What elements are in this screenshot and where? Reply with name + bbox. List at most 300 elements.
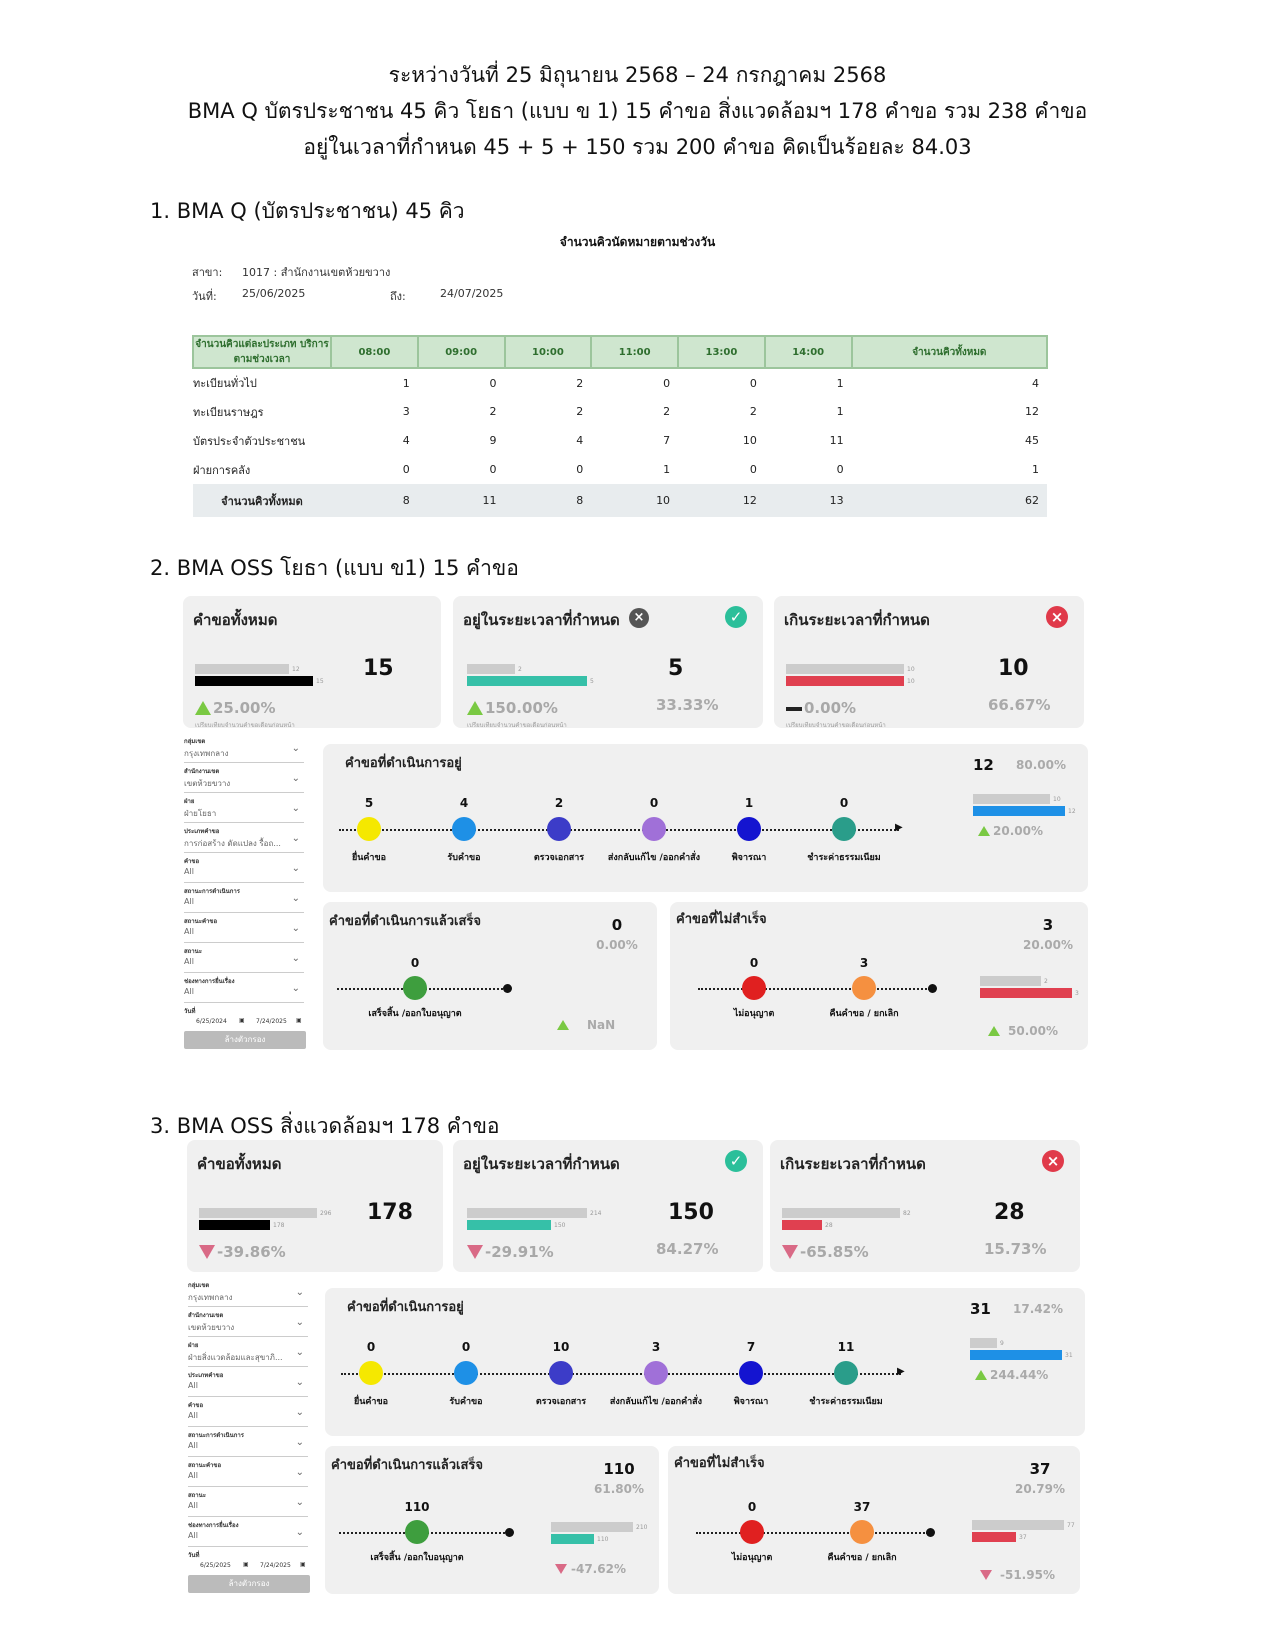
chevron-down-icon: ⌄	[291, 743, 300, 754]
chevron-down-icon: ⌄	[291, 953, 300, 964]
date-from: 25/06/2025	[242, 287, 306, 300]
table-cell: 0	[749, 463, 757, 476]
calendar-icon: ▣	[300, 1561, 306, 1568]
filter-value: All	[188, 1531, 198, 1540]
step-node	[739, 1361, 763, 1385]
filter-value: All	[188, 1411, 198, 1420]
date-to: 24/07/2025	[440, 287, 504, 300]
filter-dropdown[interactable]	[184, 893, 304, 913]
change-percent: 50.00%	[1008, 1024, 1058, 1038]
prev-bar	[782, 1208, 900, 1218]
node-label: เสร็จสิ้น /ออกใบอนุญาต	[370, 1553, 464, 1563]
current-bar	[199, 1220, 270, 1230]
filter-value: All	[184, 867, 194, 876]
date-to-input[interactable]: 7/24/2025	[260, 1562, 291, 1569]
late-percent: 66.67%	[988, 696, 1051, 714]
prev-bar-label: 296	[320, 1210, 332, 1217]
card-title: คำขอที่ดำเนินการแล้วเสร็จ	[331, 1458, 483, 1473]
done-node	[405, 1520, 429, 1544]
table-cell: 0	[489, 463, 497, 476]
step-label: ยื่นคำขอ	[353, 1397, 389, 1407]
ontime-card	[453, 1140, 763, 1272]
step-count: 10	[552, 1340, 570, 1354]
filter-label: ช่องทางการยื่นเรื่อง	[184, 978, 235, 985]
late-card	[774, 596, 1084, 728]
error-icon: ×	[1042, 1150, 1064, 1172]
current-bar-label: 12	[1068, 808, 1076, 815]
current-bar-label: 10	[907, 678, 915, 685]
prev-bar-label: 214	[590, 1210, 602, 1217]
step-count: 7	[746, 1340, 756, 1354]
change-percent: 0.00%	[804, 699, 857, 717]
step-node	[642, 817, 666, 841]
up-arrow-icon	[467, 701, 483, 715]
node-count: 110	[404, 1500, 430, 1514]
filter-value: All	[188, 1441, 198, 1450]
step-count: 5	[364, 796, 374, 810]
table-cell: 2	[749, 405, 757, 418]
filter-label: สถานะคำขอ	[184, 918, 218, 925]
current-bar	[467, 676, 587, 686]
card-title: เกินระยะเวลาที่กำหนด	[784, 611, 930, 629]
filter-value: เขตห้วยขวาง	[184, 779, 231, 788]
change-percent: -39.86%	[217, 1243, 286, 1261]
filter-dropdown[interactable]	[184, 743, 304, 763]
table-header: 10:00	[505, 336, 592, 368]
step-label: ส่งกลับแก้ไข /ออกคำสั่ง	[607, 853, 701, 863]
table-cell: 0	[576, 463, 584, 476]
fail-card	[668, 1446, 1080, 1594]
current-bar-label: 31	[1065, 1352, 1073, 1359]
filter-label: กลุ่มเขต	[184, 738, 206, 745]
table-header: 08:00	[331, 336, 418, 368]
step-count: 1	[744, 796, 754, 810]
table-cell: 1	[836, 376, 844, 390]
step-count: 2	[554, 796, 564, 810]
filter-value: กรุงเทพกลาง	[188, 1293, 233, 1302]
table-cell: 62	[852, 484, 1047, 517]
total-value: 15	[363, 656, 394, 681]
node-count: 3	[859, 956, 869, 970]
table-cell: ทะเบียนราษฎร	[193, 405, 264, 419]
node-label: ไม่อนุญาต	[731, 1553, 773, 1563]
current-bar-label: 37	[1019, 1534, 1027, 1541]
table-header: 09:00	[418, 336, 505, 368]
report-title: จำนวนคิวนัดหมายตามช่วงวัน	[559, 235, 716, 249]
node-label: ไม่อนุญาต	[733, 1009, 775, 1019]
filter-dropdown[interactable]	[184, 833, 304, 853]
prev-bar	[786, 664, 904, 674]
table-total-row	[193, 484, 1047, 517]
chevron-down-icon: ⌄	[295, 1287, 304, 1298]
table-cell: 12	[678, 484, 765, 517]
change-percent: NaN	[587, 1018, 616, 1032]
up-arrow-icon	[988, 1026, 1000, 1036]
card-title: คำขอที่ไม่สำเร็จ	[676, 912, 767, 927]
filter-dropdown[interactable]	[188, 1407, 308, 1427]
calendar-icon: ▣	[239, 1017, 245, 1024]
table-cell: จำนวนคิวทั้งหมด	[193, 484, 331, 517]
check-icon: ✓	[725, 606, 747, 628]
node-label: คืนคำขอ / ยกเลิก	[827, 1553, 897, 1563]
filter-value: ฝ่ายโยธา	[184, 809, 217, 818]
step-label: พิจารณา	[731, 853, 767, 863]
fail-value: 3	[1042, 916, 1054, 934]
table-cell: 45	[1025, 434, 1039, 447]
filter-dropdown[interactable]	[184, 953, 304, 973]
table-cell: 1	[402, 376, 410, 390]
step-node	[737, 817, 761, 841]
filter-label: ช่องทางการยื่นเรื่อง	[188, 1522, 239, 1529]
compare-note: เปรียบเทียบจำนวนคำขอเดือนก่อนหน้า	[786, 722, 886, 729]
step-count: 3	[651, 1340, 661, 1354]
filter-value: การก่อสร้าง ดัดแปลง รื้อถ...	[184, 839, 281, 848]
reject-node	[742, 976, 766, 1000]
section-1-heading: 1. BMA Q (บัตรประชาชน) 45 คิว	[150, 199, 465, 223]
prev-bar-label: 210	[636, 1524, 648, 1531]
node-count: 0	[410, 956, 420, 970]
end-dot	[503, 984, 512, 993]
table-cell: 4	[1032, 376, 1039, 390]
down-arrow-icon	[555, 1564, 567, 1574]
date-to-input[interactable]: 7/24/2025	[256, 1018, 287, 1025]
filter-value: All	[184, 897, 194, 906]
table-row	[193, 455, 1047, 484]
chevron-down-icon: ⌄	[295, 1407, 304, 1418]
prev-bar-label: 9	[1000, 1340, 1004, 1347]
calendar-icon: ▣	[243, 1561, 249, 1568]
table-header: จำนวนคิวทั้งหมด	[852, 336, 1047, 368]
prev-bar	[980, 976, 1041, 986]
step-node	[357, 817, 381, 841]
change-percent: -29.91%	[485, 1243, 554, 1261]
done-card	[323, 902, 657, 1050]
step-node	[832, 817, 856, 841]
done-value: 110	[603, 1460, 635, 1478]
prev-bar	[973, 794, 1050, 804]
branch-value: 1017 : สำนักงานเขตห้วยขวาง	[242, 266, 391, 279]
current-bar-label: 3	[1075, 990, 1079, 997]
card-title: คำขอทั้งหมด	[193, 611, 278, 629]
chevron-down-icon: ⌄	[295, 1467, 304, 1478]
ontime-percent: 33.33%	[656, 696, 719, 714]
prev-bar	[467, 1208, 587, 1218]
fail-value: 37	[1029, 1460, 1051, 1478]
node-count: 0	[747, 1500, 757, 1514]
inprogress-card	[325, 1288, 1085, 1436]
prev-bar	[551, 1522, 633, 1532]
step-label: ชำระค่าธรรมเนียม	[809, 1397, 883, 1407]
end-dot	[928, 984, 937, 993]
timeline-line	[696, 1532, 928, 1534]
current-bar	[551, 1534, 594, 1544]
filter-dropdown[interactable]	[188, 1527, 308, 1547]
inprogress-percent: 17.42%	[1013, 1302, 1063, 1316]
table-header: 13:00	[678, 336, 765, 368]
filter-value: All	[188, 1381, 198, 1390]
filter-dropdown[interactable]	[184, 773, 304, 793]
step-count: 11	[837, 1340, 855, 1354]
filter-value: ฝ่ายสิ่งแวดล้อมและสุขาภิ...	[188, 1353, 283, 1362]
table-cell: 0	[489, 376, 497, 390]
table-row	[193, 426, 1047, 455]
timeline-line	[339, 829, 899, 831]
fail-percent: 20.79%	[1015, 1482, 1065, 1496]
chevron-down-icon: ⌄	[295, 1437, 304, 1448]
card-title: เกินระยะเวลาที่กำหนด	[780, 1155, 926, 1173]
fail-percent: 20.00%	[1023, 938, 1073, 952]
card-title: คำขอที่ไม่สำเร็จ	[674, 1456, 765, 1471]
filter-label: สถานะ	[188, 1492, 206, 1499]
current-bar-label: 150	[554, 1222, 566, 1229]
date-from-input[interactable]: 6/25/2025	[200, 1562, 231, 1569]
table-cell: 2	[489, 405, 497, 418]
down-arrow-icon	[467, 1245, 483, 1259]
prev-bar-label: 77	[1067, 1522, 1075, 1529]
ontime-value: 150	[668, 1200, 714, 1225]
ontime-card	[453, 596, 763, 728]
current-bar-label: 178	[273, 1222, 285, 1229]
total-card	[183, 596, 441, 728]
node-count: 37	[853, 1500, 871, 1514]
table-header: จำนวนคิวแต่ละประเภท บริการตามช่วงเวลา	[193, 336, 331, 368]
table-cell: บัตรประจำตัวประชาชน	[193, 434, 306, 448]
filter-value: All	[188, 1501, 198, 1510]
current-bar	[195, 676, 313, 686]
end-dot	[926, 1528, 935, 1537]
card-title: คำขอทั้งหมด	[197, 1155, 282, 1173]
filter-label: สำนักงานเขต	[188, 1312, 224, 1319]
prev-bar-label: 2	[1044, 978, 1048, 985]
table-row	[193, 397, 1047, 426]
table-cell: 0	[749, 376, 757, 390]
date-from-input[interactable]: 6/25/2024	[196, 1018, 227, 1025]
up-arrow-icon	[557, 1020, 569, 1030]
table-cell: 10	[591, 484, 678, 517]
step-label: รับคำขอ	[447, 853, 481, 863]
node-label: คืนคำขอ / ยกเลิก	[829, 1009, 899, 1019]
chevron-down-icon: ⌄	[291, 803, 300, 814]
step-node	[547, 817, 571, 841]
filter-value: All	[184, 987, 194, 996]
chevron-down-icon: ⌄	[295, 1317, 304, 1328]
filter-dropdown[interactable]	[188, 1347, 308, 1367]
inprogress-percent: 80.00%	[1016, 758, 1066, 772]
filter-dropdown[interactable]	[184, 983, 304, 1003]
timeline-line	[341, 1373, 901, 1375]
filter-dropdown[interactable]	[188, 1377, 308, 1397]
step-node	[452, 817, 476, 841]
prev-bar-label: 12	[292, 666, 300, 673]
down-arrow-icon	[199, 1245, 215, 1259]
filter-value: เขตห้วยขวาง	[188, 1323, 235, 1332]
section-2-heading: 2. BMA OSS โยธา (แบบ ข1) 15 คำขอ	[150, 556, 519, 580]
filter-label: ฝ่าย	[184, 798, 195, 805]
table-cell: 1	[1032, 463, 1039, 476]
prev-bar-label: 10	[907, 666, 915, 673]
prev-bar	[199, 1208, 317, 1218]
table-cell: 2	[576, 376, 584, 390]
current-bar-label: 110	[597, 1536, 609, 1543]
node-label: เสร็จสิ้น /ออกใบอนุญาต	[368, 1009, 462, 1019]
chevron-down-icon: ⌄	[291, 773, 300, 784]
filter-label: คำขอ	[188, 1402, 204, 1409]
current-bar	[782, 1220, 822, 1230]
filter-value: All	[188, 1471, 198, 1480]
table-cell: 13	[765, 484, 852, 517]
done-value: 0	[611, 916, 623, 934]
step-count: 0	[461, 1340, 471, 1354]
step-node	[454, 1361, 478, 1385]
table-cell: ฝ่ายการคลัง	[193, 463, 251, 477]
change-percent: -65.85%	[800, 1243, 869, 1261]
filter-label: คำขอ	[184, 858, 200, 865]
table-cell: 1	[663, 463, 671, 476]
step-count: 4	[459, 796, 469, 810]
close-icon: ×	[629, 608, 649, 628]
down-arrow-icon	[980, 1570, 992, 1580]
chevron-down-icon: ⌄	[291, 833, 300, 844]
date-filter-label: วันที่	[184, 1008, 196, 1015]
calendar-icon: ▣	[296, 1017, 302, 1024]
step-label: ส่งกลับแก้ไข /ออกคำสั่ง	[609, 1397, 703, 1407]
step-count: 0	[839, 796, 849, 810]
chevron-down-icon: ⌄	[291, 923, 300, 934]
filter-dropdown[interactable]	[184, 923, 304, 943]
end-dot	[505, 1528, 514, 1537]
card-title: คำขอที่ดำเนินการอยู่	[345, 756, 462, 771]
chevron-down-icon: ⌄	[295, 1347, 304, 1358]
done-node	[403, 976, 427, 1000]
done-percent: 61.80%	[594, 1482, 644, 1496]
step-label: ชำระค่าธรรมเนียม	[807, 853, 881, 863]
filter-value: กรุงเทพกลาง	[184, 749, 229, 758]
to-label: ถึง:	[390, 290, 406, 303]
filter-dropdown[interactable]	[184, 863, 304, 883]
change-percent: -51.95%	[1000, 1568, 1055, 1582]
change-percent: 244.44%	[990, 1368, 1049, 1382]
step-count: 0	[649, 796, 659, 810]
change-percent: 150.00%	[485, 699, 558, 717]
section-3-heading: 3. BMA OSS สิ่งแวดล้อมฯ 178 คำขอ	[150, 1114, 500, 1138]
inprogress-value: 31	[970, 1300, 991, 1318]
queue-table	[192, 335, 1048, 517]
card-title: คำขอที่ดำเนินการอยู่	[347, 1300, 464, 1315]
clear-filter-button[interactable]: ล้างตัวกรอง	[184, 1031, 306, 1049]
filter-label: สถานะคำขอ	[188, 1462, 222, 1469]
chevron-down-icon: ⌄	[295, 1497, 304, 1508]
table-cell: 2	[663, 405, 671, 418]
current-bar	[786, 676, 904, 686]
ontime-percent: 84.27%	[656, 1240, 719, 1258]
table-cell: 0	[663, 376, 671, 390]
prev-bar	[972, 1520, 1064, 1530]
clear-filter-button[interactable]: ล้างตัวกรอง	[188, 1575, 310, 1593]
table-cell: 4	[576, 434, 584, 447]
fail-card	[670, 902, 1088, 1050]
table-cell: 11	[829, 434, 844, 447]
step-label: รับคำขอ	[449, 1397, 483, 1407]
table-row	[193, 368, 1047, 397]
filter-dropdown[interactable]	[188, 1317, 308, 1337]
table-cell: 9	[489, 434, 497, 447]
table-cell: 1	[836, 405, 844, 418]
change-percent: 25.00%	[213, 699, 276, 717]
chevron-down-icon: ⌄	[295, 1377, 304, 1388]
current-bar	[973, 806, 1065, 816]
header-line-2: BMA Q บัตรประชาชน 45 คิว โยธา (แบบ ข 1) 15 คำขอ สิ่งแวดล้อมฯ 178 คำขอ รวม 238 คำขอ	[187, 99, 1088, 123]
filter-label: สถานะ	[184, 948, 202, 955]
filter-dropdown[interactable]	[184, 803, 304, 823]
arrow-right-icon: ▶	[897, 1366, 905, 1377]
chevron-down-icon: ⌄	[291, 863, 300, 874]
chevron-down-icon: ⌄	[291, 983, 300, 994]
current-bar-label: 28	[825, 1222, 833, 1229]
current-bar	[467, 1220, 551, 1230]
current-bar	[980, 988, 1072, 998]
table-cell: 3	[402, 405, 410, 418]
filter-label: สถานะการดำเนินการ	[188, 1432, 244, 1439]
late-percent: 15.73%	[984, 1240, 1047, 1258]
branch-label: สาขา:	[192, 266, 223, 279]
total-value: 178	[367, 1200, 413, 1225]
table-header-row	[193, 336, 1047, 368]
late-value: 10	[998, 656, 1029, 681]
table-cell: 11	[418, 484, 505, 517]
prev-bar-label: 10	[1053, 796, 1061, 803]
total-card	[187, 1140, 443, 1272]
chevron-down-icon: ⌄	[291, 893, 300, 904]
filter-label: ประเภทคำขอ	[184, 828, 220, 835]
filter-dropdown[interactable]	[188, 1287, 308, 1307]
prev-bar	[467, 664, 515, 674]
table-cell: 0	[402, 463, 410, 476]
prev-bar	[970, 1338, 997, 1348]
done-percent: 0.00%	[596, 938, 638, 952]
node-count: 0	[749, 956, 759, 970]
change-percent: 20.00%	[993, 824, 1043, 838]
reject-node	[740, 1520, 764, 1544]
header-line-3: อยู่ในเวลาที่กำหนด 45 + 5 + 150 รวม 200 คำขอ คิดเป็นร้อยละ 84.03	[303, 135, 972, 159]
header-line-1: ระหว่างวันที่ 25 มิถุนายน 2568 – 24 กรกฎาคม 2568	[388, 63, 887, 87]
chevron-down-icon: ⌄	[295, 1527, 304, 1538]
error-icon: ×	[1046, 606, 1068, 628]
current-bar-label: 15	[316, 678, 324, 685]
prev-bar-label: 82	[903, 1210, 911, 1217]
cancel-node	[850, 1520, 874, 1544]
filter-dropdown[interactable]	[188, 1497, 308, 1517]
card-title: อยู่ในระยะเวลาที่กำหนด	[463, 1155, 620, 1173]
step-label: ตรวจเอกสาร	[535, 1397, 587, 1407]
step-node	[644, 1361, 668, 1385]
step-count: 0	[366, 1340, 376, 1354]
date-filter-label: วันที่	[188, 1552, 200, 1559]
filter-dropdown[interactable]	[188, 1467, 308, 1487]
table-cell: 8	[331, 484, 418, 517]
filter-dropdown[interactable]	[188, 1437, 308, 1457]
down-arrow-icon	[782, 1245, 798, 1259]
up-arrow-icon	[975, 1370, 987, 1380]
prev-bar-label: 2	[518, 666, 522, 673]
table-cell: 7	[663, 434, 671, 447]
no-change-icon	[786, 707, 802, 711]
step-node	[359, 1361, 383, 1385]
done-card	[325, 1446, 659, 1594]
current-bar	[972, 1532, 1016, 1542]
table-cell: ทะเบียนทั่วไป	[193, 377, 257, 390]
card-title: อยู่ในระยะเวลาที่กำหนด	[463, 611, 620, 629]
up-arrow-icon	[195, 701, 211, 715]
